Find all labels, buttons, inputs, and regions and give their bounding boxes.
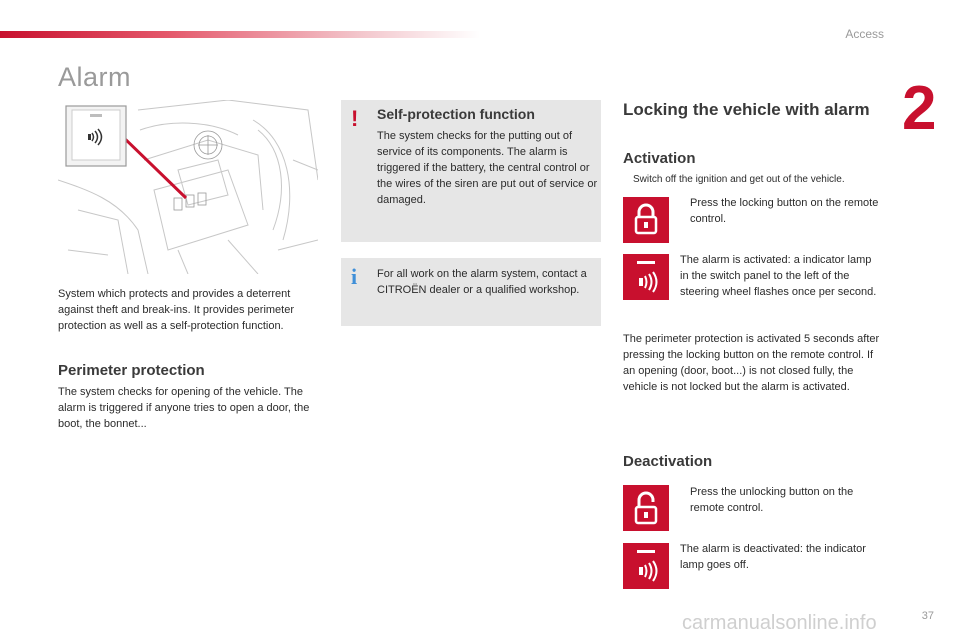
activation-step-2-text: Press the locking button on the remote control. bbox=[690, 197, 879, 225]
activation-heading: Activation bbox=[623, 150, 696, 167]
dashboard-illustration bbox=[58, 100, 318, 274]
self-protection-text: The system checks for the putting out of service of its components. The alarm is triggered if the battery, the central control or the wires of the siren are put out of service or damaged. bbox=[377, 130, 598, 206]
padlock-open-icon bbox=[623, 485, 669, 531]
watermark: carmanualsonline.info bbox=[682, 612, 877, 634]
chapter-number: 2 bbox=[902, 74, 937, 143]
locking-heading: Locking the vehicle with alarm bbox=[623, 100, 870, 119]
activation-step-2 bbox=[680, 195, 880, 227]
deactivation-heading: Deactivation bbox=[623, 453, 713, 470]
self-protection-title: Self-protection function bbox=[377, 106, 535, 122]
activated-text: The alarm is activated: a indicator lamp in the switch panel to the left of the steering wheel flashes once per second. bbox=[680, 254, 877, 298]
self-protection-box bbox=[341, 100, 601, 242]
page-number: 37 bbox=[921, 610, 934, 622]
warning-icon: ! bbox=[351, 106, 359, 131]
activation-step-1-text: Switch off the ignition and get out of the vehicle. bbox=[633, 174, 845, 185]
section-name: Access bbox=[845, 27, 884, 41]
perimeter-heading: Perimeter protection bbox=[58, 362, 205, 379]
deactivation-step bbox=[680, 484, 880, 516]
intro-text: System which protects and provides a deterrent against theft and break-ins. It provides perimeter protection as well as a self-protection function. bbox=[58, 288, 295, 332]
top-accent-bar bbox=[0, 31, 480, 38]
info-icon: i bbox=[351, 264, 358, 289]
perimeter-text: The system checks for opening of the vehicle. The alarm is triggered if anyone tries to open a door, the boot, the bonnet... bbox=[58, 386, 310, 430]
info-box bbox=[341, 258, 601, 326]
alarm-signal-icon bbox=[623, 543, 669, 589]
deactivated-text: The alarm is deactivated: the indicator lamp goes off. bbox=[680, 543, 866, 571]
deactivation-step-text: Press the unlocking button on the remote control. bbox=[690, 486, 854, 514]
perimeter-note: The perimeter protection is activated 5 seconds after pressing the locking button on the remote control. If an opening (door, boot...) is not closed fully, the vehicle is not locked but the alarm is activated. bbox=[623, 333, 880, 393]
padlock-closed-icon bbox=[623, 197, 669, 243]
activation-step-1 bbox=[623, 174, 845, 185]
alarm-signal-icon bbox=[623, 254, 669, 300]
info-text: For all work on the alarm system, contact a CITROËN dealer or a qualified workshop. bbox=[377, 268, 587, 296]
page-title: Alarm bbox=[58, 62, 132, 92]
